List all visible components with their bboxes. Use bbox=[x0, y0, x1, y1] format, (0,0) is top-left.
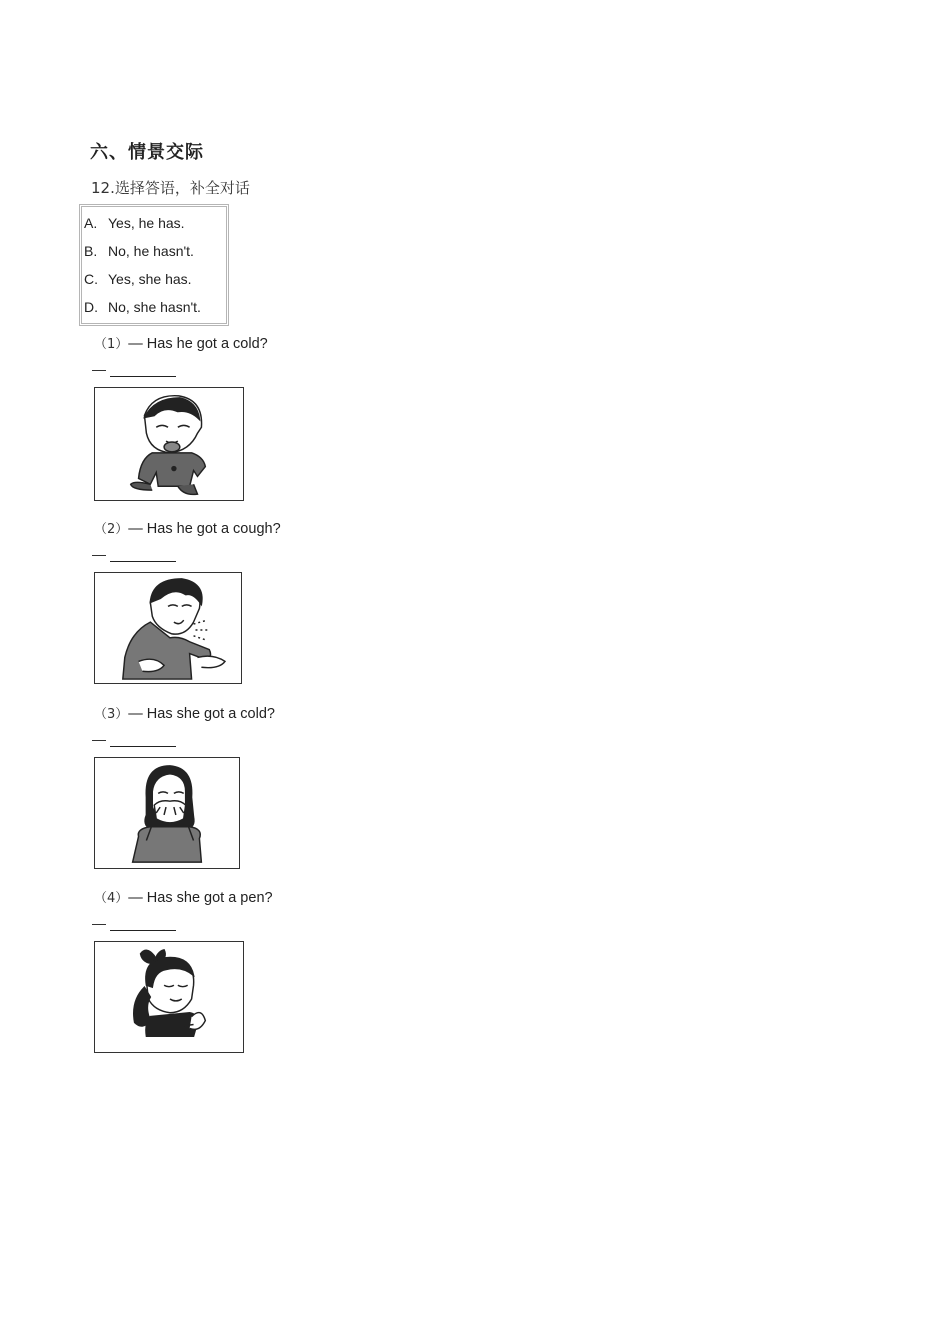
boy-cold-illustration bbox=[94, 387, 244, 501]
item-1-answer bbox=[92, 361, 176, 377]
item-3-prompt bbox=[94, 703, 275, 722]
item-number: （3） bbox=[94, 707, 129, 722]
item-number: （1） bbox=[94, 337, 129, 352]
item-1-prompt bbox=[94, 333, 268, 352]
item-3-answer bbox=[92, 731, 176, 747]
answer-blank[interactable] bbox=[110, 547, 176, 562]
boy-cough-illustration bbox=[94, 572, 242, 684]
option-letter: B. bbox=[84, 243, 98, 259]
item-2-prompt bbox=[94, 518, 281, 537]
question-title: 12.选择答语，补全对话 bbox=[91, 179, 250, 197]
item-question: — Has he got a cough? bbox=[128, 521, 281, 537]
item-number: （4） bbox=[94, 891, 129, 906]
options-box bbox=[79, 204, 229, 326]
option-letter: C. bbox=[84, 271, 98, 287]
item-question: — Has he got a cold? bbox=[128, 336, 268, 352]
option-b bbox=[84, 243, 194, 259]
answer-blank[interactable] bbox=[110, 732, 176, 747]
option-text: No, she hasn't. bbox=[108, 299, 201, 315]
item-question: — Has she got a pen? bbox=[128, 890, 273, 906]
option-text: Yes, he has. bbox=[108, 215, 185, 231]
answer-dash: — bbox=[92, 915, 106, 931]
section-title: 六、情景交际 bbox=[90, 142, 204, 163]
option-c bbox=[84, 271, 192, 287]
item-4-prompt bbox=[94, 887, 273, 906]
girl-smile-illustration bbox=[94, 941, 244, 1053]
answer-dash: — bbox=[92, 361, 106, 377]
item-4-answer bbox=[92, 915, 176, 931]
item-question: — Has she got a cold? bbox=[128, 706, 275, 722]
option-text: No, he hasn't. bbox=[108, 243, 194, 259]
item-number: （2） bbox=[94, 522, 129, 537]
option-a bbox=[84, 215, 185, 231]
answer-blank[interactable] bbox=[110, 916, 176, 931]
option-d bbox=[84, 299, 201, 315]
option-letter: D. bbox=[84, 299, 98, 315]
answer-blank[interactable] bbox=[110, 362, 176, 377]
answer-dash: — bbox=[92, 546, 106, 562]
girl-sneeze-illustration bbox=[94, 757, 240, 869]
option-letter: A. bbox=[84, 215, 98, 231]
item-2-answer bbox=[92, 546, 176, 562]
answer-dash: — bbox=[92, 731, 106, 747]
option-text: Yes, she has. bbox=[108, 271, 192, 287]
